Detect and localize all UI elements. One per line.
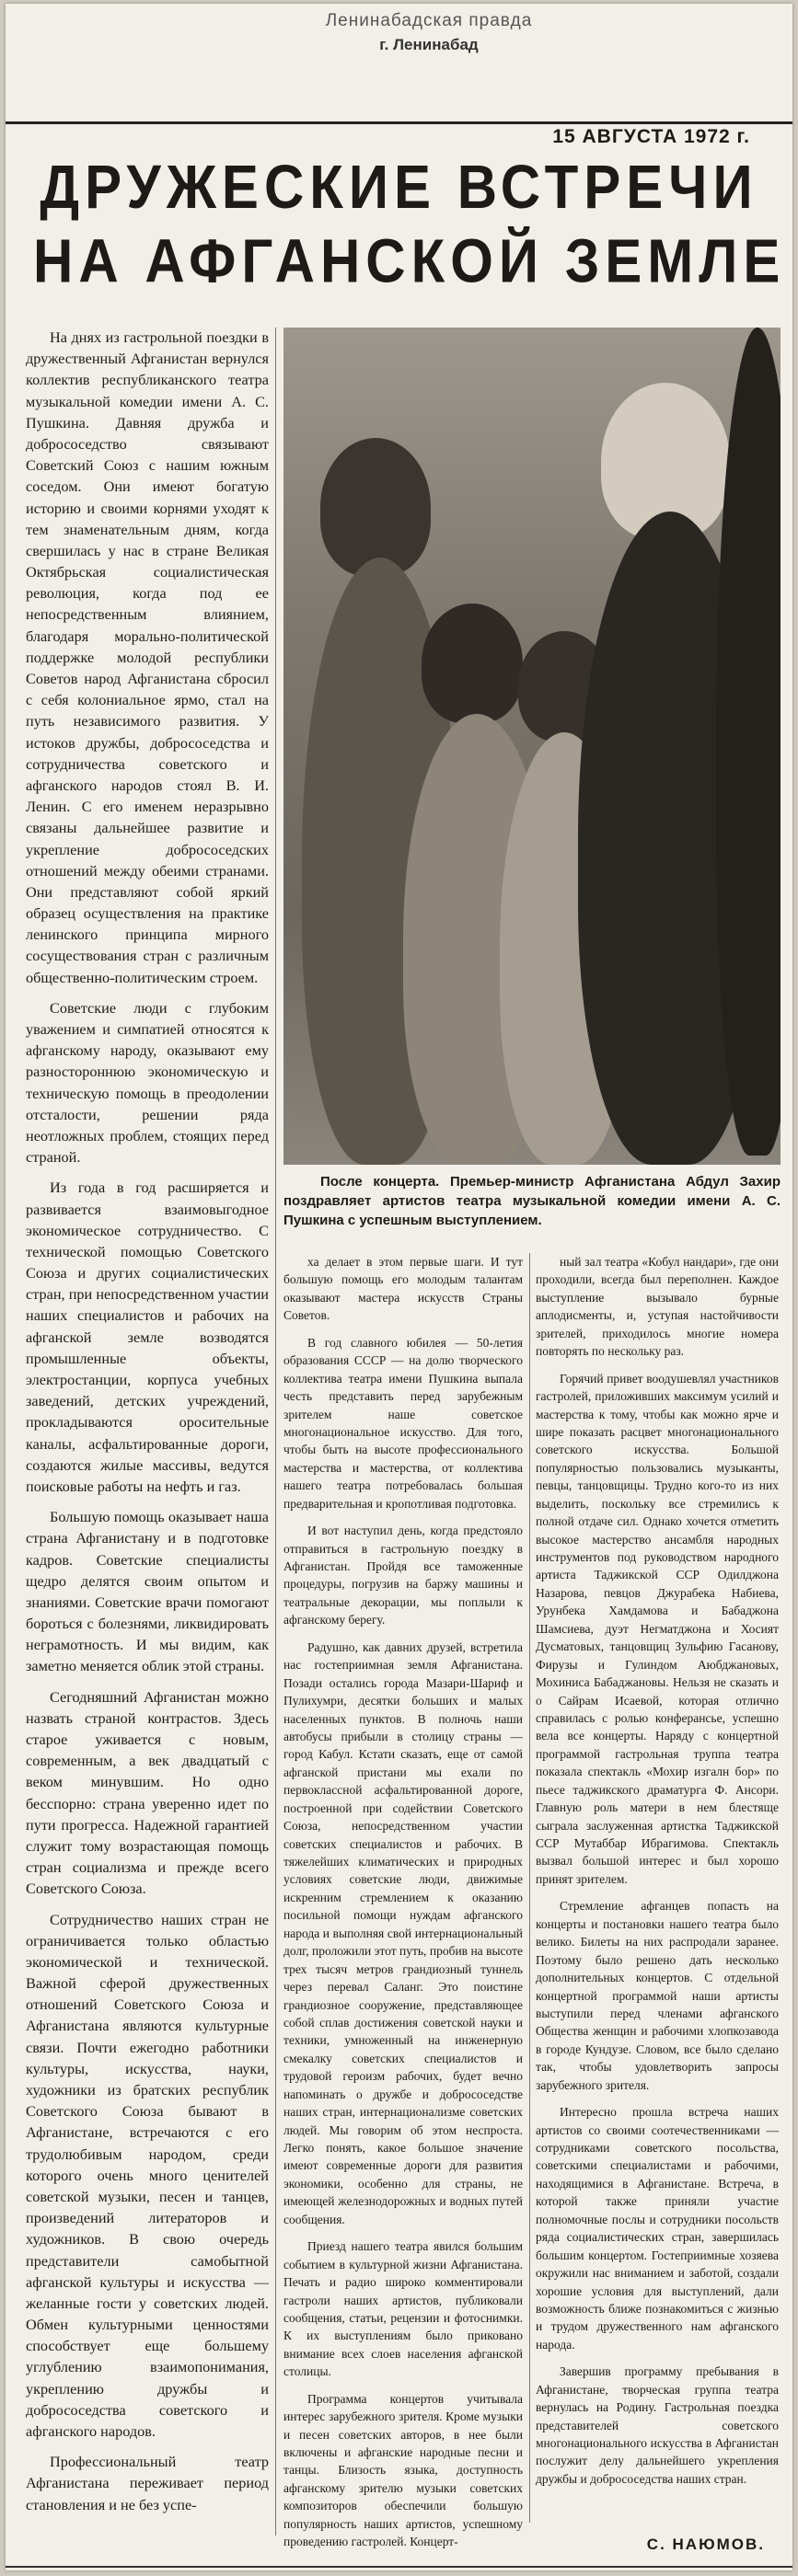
article-paragraph: Горячий привет воодушевлял участников гастролей, приложивших максимум усилий и мастерства к тому, чтобы как можно ярче и шире показать расцвет многонационального советского искусства. Большой популярностью пользовались музыканты, певцы, танцовщицы. Трудно кого-то из них выделить, поскольку все стремились к полной отдаче сил. Однако хочется отметить высокое мастерство ансамбля народных инструментов под руководством народного артиста Таджикской ССР Одилджона Назарова, певцов Джурабека Набиева, Урунбека Хамдамова и Бабаджона Шамсиева, дуэт Негматджона и Хосият Дусматовых, танцовщиц Зульфию Гасанову, Фирузы и Гулиндом Аюбджановых, Мохиниса Бабаджановы. Нельзя не сказать и о Сайрам Исаевой, которая отлично справилась с ролью конферансье, успешно вела все концерты. Наряду с концертной программой гастрольная труппа театра показала спектакль «Мохир изгалн бор» по пьесе таджикского драматурга Ф. Ансори. Главную роль матери в нем блестяще сыграла заслуженная артистка Таджикской ССР Мутаббар Ибрагимова. Спектакль вызвал большой интерес и был хорошо принят зрителем.: [536, 1371, 779, 1886]
article-photo: [283, 328, 781, 1165]
newspaper-stamp: [282, 9, 576, 57]
article-paragraph: Интересно прошла встреча наших артистов со своими соотечественниками — сотрудниками советского посольства, советскими специалистами и рабочими, находящимися в Афганистане. Встреча, в которой также приняли участие полномочные послы и сотрудники посольств ряда социалистических стран, завершилась большим концертом. Гостеприимные хозяева окружили нас вниманием и заботой, создали хорошие условия для выступлений, дали возможность ближе познакомиться с жизнью и трудом дружественного нам афганского народа.: [536, 2105, 779, 2352]
article-column-3: [536, 1253, 779, 2532]
photo-caption: После концерта. Премьер-министр Афганистана Абдул Захир поздравляет артистов театра музыкальной комедии имени А. С. Пушкина с успешным выступлением.: [283, 1174, 781, 1228]
article-paragraph: Приезд нашего театра явился большим событием в культурной жизни Афганистана. Печать и радио широко комментировали гастроли наших артистов, публиковали сообщения, статьи, рецензии и фотоснимки. К их выступлениям было приковано внимание всех слоев населения афганской столицы.: [283, 2239, 523, 2379]
column-divider: [529, 1253, 530, 2523]
article-paragraph: Сегодняшний Афганистан можно назвать страной контрастов. Здесь старое уживается с новым, современным, а век двадцатый с веком минувшим. Но одно бесспорно: страна уверенно идет по пути прогресса. Надежной гарантией служит тому возрастающая помощь стран социализма и прежде всего Советского Союза.: [26, 1688, 269, 1898]
article-paragraph: Завершив программу пребывания в Афганистане, творческая группа театра вернулась на Родину. Гастрольная поездка представителей советского многонационального искусства в Афганистан послужит делу дальнейшего укрепления дружбы и добрососедства наших стран.: [536, 2364, 779, 2486]
article-paragraph: ха делает в этом первые шаги. И тут большую помощь его молодым талантам оказывают мастера искусств Страны Советов.: [283, 1255, 523, 1323]
photo-figure: [320, 438, 431, 576]
article-paragraph: В год славного юбилея — 50-летия образования СССР — на долю творческого коллектива театра имени Пушкина выпала честь представить перед зарубежным зрителем наше советское многонациональное искусство. Для того, чтобы быть на высоте профессионального мастерства и мастерства, от коллектива нашего театра потребовалась большая предварительная и кропотливая подготовка.: [283, 1335, 523, 1511]
author-signature: С. НАЮМОВ.: [646, 2536, 765, 2553]
article-column-2: [283, 1253, 523, 2559]
article-paragraph: Советские люди с глубоким уважением и симпатией относятся к афганскому народу, оказывают ему разностороннюю экономическую и техническую помощь в преодолении отсталости, решении ряда неотложных проблем, стоящих перед страной.: [26, 999, 269, 1167]
photo-figure: [422, 604, 523, 723]
article-column-1: [26, 328, 269, 2563]
headline: [33, 150, 786, 298]
article-paragraph: Стремление афганцев попасть на концерты и постановки нашего театра было велико. Билеты на них распродали заранее. Поэтому было решено дать несколько дополнительных концертов. С отдельной концертной программой наши артисты выступили перед членами афганского Общества женщин и рабочими хлопкозавода в городе Кундузе. Словом, все было сделано так, чтобы удовлетворить запросы зарубежного зрителя.: [536, 1899, 779, 2092]
article-paragraph: На днях из гастрольной поездки в дружественный Афганистан вернулся коллектив республиканского театра музыкальной комедии имени А. С. Пушкина. Давняя дружба и добрососедство связывают Советский Союз с нашим южным соседом. Они имеют богатую историю и своими корнями уходят к тем знаменательным дням, когда свершилась у нас в стране Великая Октябрьская социалистическая революция, когда под ее непосредственным влиянием, благодаря морально-политической поддержке молодой республики Советов народ Афганистана сбросил с себя колониальное ярмо, стал на путь независимого развития. У истоков дружбы, добрососедства и сотрудничества советского и афганского народов стоял В. И. Ленин. С его именем неразрывно связаны дальнейшее развитие и укрепление добрососедских отношений между обеими странами. Они представляют собой яркий образец осуществления на практике ленинского принципа мирного сосуществования стран с различным общественно-политическим строем.: [26, 329, 269, 986]
article-paragraph: Большую помощь оказывает наша страна Афганистану и в подготовке кадров. Советские специалисты щедро делятся своим опытом и знаниями. Советские врачи помогают бороться с болезнями, ликвидировать неграмотность. И мы видим, как заметно меняется облик этой страны.: [26, 1509, 269, 1675]
article-paragraph: Профессиональный театр Афганистана переживает период становления и не без успе-: [26, 2454, 269, 2513]
article-paragraph: Радушно, как давних друзей, встретила нас гостеприимная земля Афганистана. Позади остались города Мазари-Шариф и Пулихумри, десятки больших и малых населенных пунктов. В полночь наши автобусы прибыли в столицу страны — город Кабул. Кстати сказать, еще от самой афганской пристани мы ехали по первоклассной асфальтированной дороге, построенной при содействии Советского Союза, непосредственном участии советских специалистов и рабочих. В тяжелейших климатических и природных условиях советские люди, движимые искренним стремлением к оказанию посильной помощи нуждам афганского народа и выполняя свой интернациональный долг, проложили этот путь, пробив на высоте трех тысяч метров грандиозный туннель через перевал Саланг. Это поистине грандиозное сооружение, представляющее собой сплав достижения советской науки и техники, умноженный на инженерную смекалку советских специалистов и трудовой героизм рабочих, будет вечно напоминать о дружбе и добрососедстве наших стран, интернационализме советских людей. Мы говорим об этом неспроста. Легко понять, какое большое значение имеют современные дороги для развития экономики, особенно для страны, не имеющей железнодорожных и водных путей сообщения.: [283, 1639, 523, 2226]
article-paragraph: Программа концертов учитывала интерес зарубежного зрителя. Кроме музыки и песен советских авторов, в нее были включены и афганские народные песни и танцы. Близость языка, доступность афганскому зрителю музыки советских композиторов обеспечили большую популярность наших артистов, успешному проведению гастролей. Концерт-: [283, 2391, 523, 2549]
article-paragraph: Сотрудничество наших стран не ограничивается только областью экономической и технической. Важной сферой дружественных отношений Советского Союза и Афганистана являются культурные связи. Почти ежегодно работники культуры, искусства, науки, художники из братских республик Советского Союза бывают в Афганистане, встречаются с его трудолюбивым народом, среди которого очень много ценителей советской музыки, песен и танцев, произведений литераторов и художников. В свою очередь представители самобытной афганской культуры и искусства — желанные гости у советских людей. Обмен культурными ценностями способствует еще большему углублению взаимопонимания, укреплению дружбы и добрососедства советского и афганского народов.: [26, 1911, 269, 2440]
article-paragraph: И вот наступил день, когда предстояло отправиться в гастрольную поездку в Афганистан. Пройдя все таможенные процедуры, погрузив на баржу машины и театральные декорации, мы поплыли к афганскому берегу.: [283, 1524, 523, 1627]
newspaper-name: Ленинабадская правда: [325, 11, 533, 30]
dateline: [6, 121, 792, 152]
newspaper-clipping: [6, 4, 792, 2570]
headline-line-1: ДРУЖЕСКИЕ ВСТРЕЧИ: [40, 152, 758, 222]
column-divider: [275, 328, 276, 2536]
issue-date: 15 АВГУСТА 1972 г.: [552, 126, 750, 147]
headline-line-2: НА АФГАНСКОЙ ЗЕМЛЕ: [33, 226, 786, 296]
newspaper-city: г. Ленинабад: [379, 36, 479, 53]
article-paragraph: ный зал театра «Кобул нандари», где они проходили, всегда был переполнен. Каждое выступление вызывало бурные аплодисменты, и, уступая настойчивости зрителей, приходилось многие номера повторять по нескольку раз.: [536, 1255, 779, 1359]
bottom-rule: [6, 2566, 792, 2568]
article-paragraph: Из года в год расширяется и развивается взаимовыгодное экономическое сотрудничество. С технической помощью Советского Союза и других социалистических стран, при непосредственном участии наших специалистов и рабочих на афганской земле возводятся промышленные объекты, электростанции, корпуса учебных заведений, детских учреждений, прокладываются оросительные каналы, асфальтированные дороги, создаются жилые массивы, ведутся поисковые работы на нефть и газ.: [26, 1179, 269, 1495]
